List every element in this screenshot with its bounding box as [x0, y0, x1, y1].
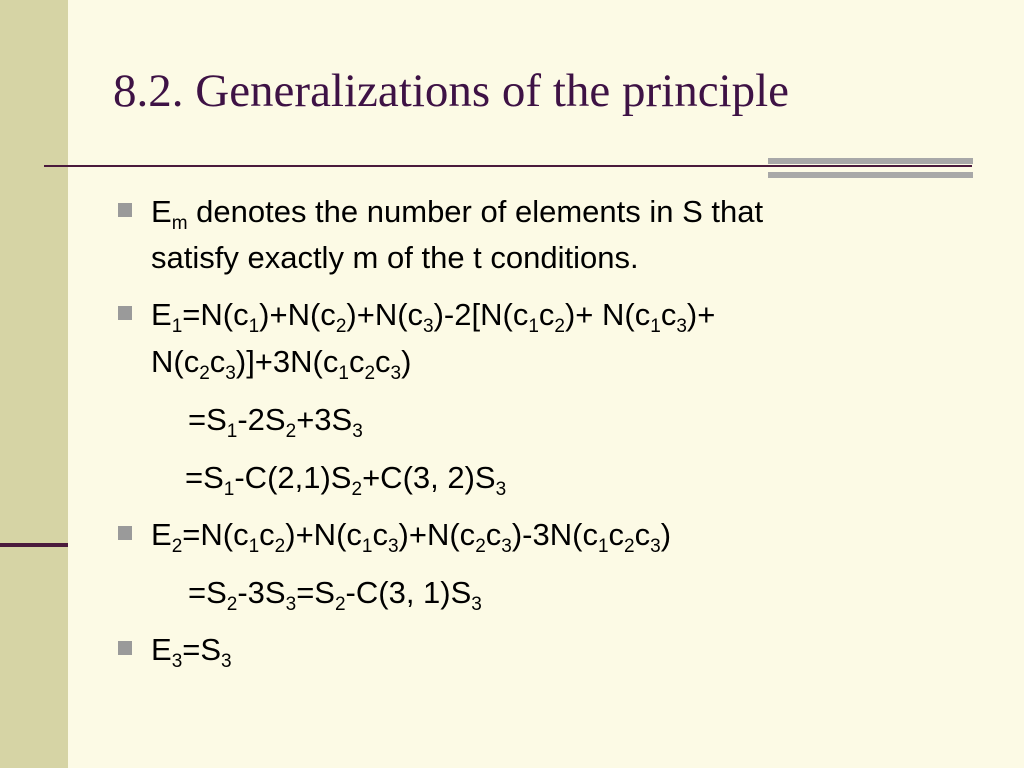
subscript: 1 [171, 316, 183, 337]
text-run: c [209, 344, 226, 379]
continuation-line [185, 460, 507, 500]
subscript: 1 [650, 316, 661, 337]
text-run: )+ N(c [564, 297, 651, 332]
text-run: E [151, 194, 172, 229]
subscript: 2 [351, 479, 363, 500]
subscript: 3 [221, 651, 232, 672]
subscript: 3 [650, 536, 661, 557]
subscript: 2 [554, 316, 565, 337]
text-run: c [608, 517, 625, 552]
subscript: 3 [423, 316, 434, 337]
bullet-text-line [151, 297, 716, 337]
text-run: satisfy exactly m of the t conditions. [151, 240, 639, 275]
text-run: -C(2,1)S [234, 460, 352, 495]
text-run: E [151, 517, 172, 552]
subscript: 3 [225, 363, 236, 384]
text-run: ) [660, 517, 672, 552]
subscript: 2 [226, 594, 238, 615]
text-run: -2S [237, 402, 286, 437]
subscript: 2 [624, 536, 635, 557]
text-run: ) [401, 344, 412, 379]
text-run: =N(c [182, 517, 249, 552]
text-run: -C(3, 1)S [345, 575, 472, 610]
subscript: 1 [248, 316, 260, 337]
text-run: c [348, 344, 365, 379]
subscript: 1 [597, 536, 609, 557]
subscript: 1 [361, 536, 373, 557]
subscript: 1 [338, 363, 349, 384]
bullet-marker [118, 526, 132, 540]
continuation-line [188, 402, 363, 442]
subscript: 1 [248, 536, 260, 557]
subscript: 2 [285, 421, 297, 442]
subscript: 3 [471, 594, 482, 615]
subscript: 3 [495, 479, 507, 500]
bullet-text-line [151, 344, 412, 384]
text-run: )+N(c [285, 517, 362, 552]
subscript: 1 [223, 479, 235, 500]
subscript: 2 [364, 363, 376, 384]
subscript: 2 [171, 536, 183, 557]
subscript: 3 [387, 536, 399, 557]
subscript: 3 [501, 536, 512, 557]
text-run: denotes the number of elements in S that [187, 194, 764, 229]
slide-title: 8.2. Generalizations of the principle [113, 65, 790, 117]
text-run: )-2[N(c [433, 297, 529, 332]
decorative-bar-top [768, 158, 973, 164]
title-underline [44, 165, 972, 167]
subscript: 3 [285, 594, 297, 615]
subscript: 2 [475, 536, 486, 557]
text-run: )+ [686, 297, 716, 332]
bullet-marker [118, 641, 132, 655]
subscript: 3 [352, 421, 363, 442]
subscript: 2 [335, 316, 347, 337]
text-run: E [151, 297, 172, 332]
text-run: +C(3, 2)S [362, 460, 496, 495]
text-run: =S [185, 460, 224, 495]
text-run: )]+3N(c [235, 344, 339, 379]
left-decorative-band [0, 0, 68, 768]
bullet-marker [118, 203, 132, 217]
text-run: c [634, 517, 651, 552]
text-run: c [660, 297, 677, 332]
bullet-text-line [151, 194, 764, 234]
continuation-line [188, 575, 482, 615]
subscript: 1 [226, 421, 238, 442]
bullet-text-line [151, 517, 672, 557]
bullet-marker [118, 306, 132, 320]
text-run: )-3N(c [511, 517, 598, 552]
subscript: 3 [390, 363, 402, 384]
text-run: =S [296, 575, 335, 610]
text-run: -3S [237, 575, 286, 610]
subscript: 2 [334, 594, 346, 615]
text-run: c [485, 517, 502, 552]
subscript: 2 [274, 536, 286, 557]
text-run: N(c [151, 344, 200, 379]
text-run: )+N(c [346, 297, 424, 332]
subscript: 2 [199, 363, 210, 384]
text-run: =S [182, 632, 222, 667]
text-run: c [372, 517, 388, 552]
text-run: c [538, 297, 555, 332]
text-run: c [375, 344, 391, 379]
bullet-text-line [151, 632, 232, 672]
text-run: )+N(c [259, 297, 336, 332]
subscript: 3 [676, 316, 687, 337]
text-run: +3S [296, 402, 353, 437]
text-run: )+N(c [398, 517, 476, 552]
text-run: c [259, 517, 275, 552]
text-run: =N(c [182, 297, 249, 332]
subscript: m [171, 213, 188, 234]
decorative-bar-bottom [768, 172, 973, 178]
text-run: E [151, 632, 172, 667]
subscript: 3 [171, 651, 183, 672]
text-run: =S [188, 575, 227, 610]
left-accent-line [0, 543, 68, 547]
bullet-text-line [151, 240, 639, 276]
text-run: =S [188, 402, 227, 437]
subscript: 1 [528, 316, 539, 337]
